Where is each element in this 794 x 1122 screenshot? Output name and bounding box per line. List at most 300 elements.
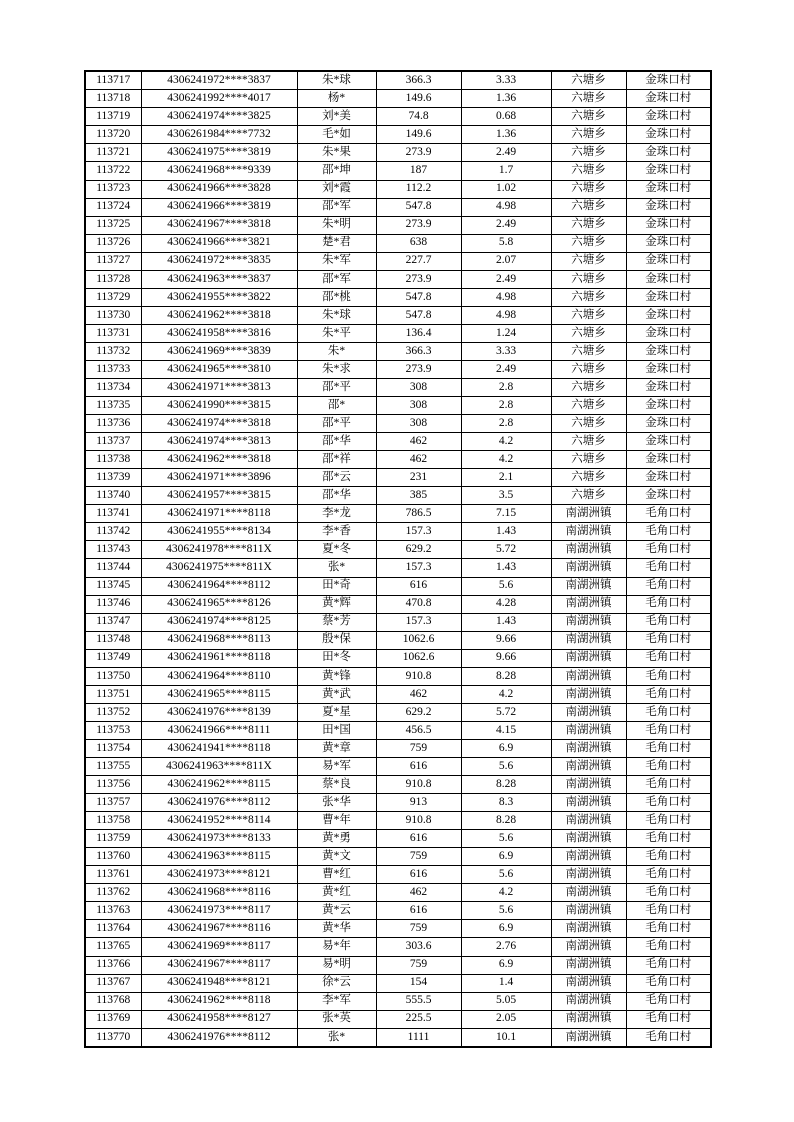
amount-cell: 1062.6 [376, 649, 461, 667]
serial-number-cell: 113733 [85, 360, 141, 378]
serial-number-cell: 113752 [85, 703, 141, 721]
area-cell: 1.4 [461, 974, 551, 992]
table-row [85, 992, 711, 1010]
area-cell: 4.28 [461, 595, 551, 613]
township-cell: 六塘乡 [551, 162, 626, 180]
id-number-cell: 4306241975****3819 [141, 144, 297, 162]
serial-number-cell: 113741 [85, 505, 141, 523]
table-row [85, 739, 711, 757]
serial-number-cell: 113740 [85, 487, 141, 505]
village-cell: 毛角口村 [626, 685, 711, 703]
id-number-cell: 4306241969****3839 [141, 342, 297, 360]
name-cell: 黄*云 [297, 902, 376, 920]
serial-number-cell: 113717 [85, 71, 141, 90]
serial-number-cell: 113732 [85, 342, 141, 360]
id-number-cell: 4306241973****8117 [141, 902, 297, 920]
name-cell: 邵*军 [297, 270, 376, 288]
amount-cell: 74.8 [376, 108, 461, 126]
table-row [85, 397, 711, 415]
id-number-cell: 4306241952****8114 [141, 812, 297, 830]
id-number-cell: 4306241962****8118 [141, 992, 297, 1010]
id-number-cell: 4306241963****811X [141, 758, 297, 776]
amount-cell: 759 [376, 920, 461, 938]
table-row [85, 71, 711, 90]
area-cell: 2.8 [461, 379, 551, 397]
name-cell: 朱*明 [297, 216, 376, 234]
village-cell: 毛角口村 [626, 649, 711, 667]
village-cell: 金珠口村 [626, 288, 711, 306]
serial-number-cell: 113763 [85, 902, 141, 920]
id-number-cell: 4306241962****3818 [141, 451, 297, 469]
name-cell: 毛*如 [297, 126, 376, 144]
amount-cell: 555.5 [376, 992, 461, 1010]
id-number-cell: 4306241966****8111 [141, 721, 297, 739]
id-number-cell: 4306241966****3821 [141, 234, 297, 252]
area-cell: 9.66 [461, 649, 551, 667]
township-cell: 南湖洲镇 [551, 920, 626, 938]
table-row [85, 541, 711, 559]
village-cell: 金珠口村 [626, 234, 711, 252]
village-cell: 毛角口村 [626, 1028, 711, 1047]
village-cell: 金珠口村 [626, 342, 711, 360]
village-cell: 金珠口村 [626, 216, 711, 234]
subsidy-table [84, 70, 712, 1048]
name-cell: 朱*平 [297, 324, 376, 342]
serial-number-cell: 113754 [85, 739, 141, 757]
area-cell: 1.43 [461, 523, 551, 541]
township-cell: 六塘乡 [551, 397, 626, 415]
serial-number-cell: 113751 [85, 685, 141, 703]
name-cell: 易*明 [297, 956, 376, 974]
serial-number-cell: 113759 [85, 830, 141, 848]
amount-cell: 786.5 [376, 505, 461, 523]
area-cell: 5.05 [461, 992, 551, 1010]
township-cell: 六塘乡 [551, 252, 626, 270]
village-cell: 毛角口村 [626, 848, 711, 866]
township-cell: 六塘乡 [551, 306, 626, 324]
township-cell: 南湖洲镇 [551, 523, 626, 541]
table-row [85, 270, 711, 288]
serial-number-cell: 113730 [85, 306, 141, 324]
area-cell: 1.24 [461, 324, 551, 342]
amount-cell: 616 [376, 830, 461, 848]
village-cell: 金珠口村 [626, 144, 711, 162]
amount-cell: 638 [376, 234, 461, 252]
table-body [85, 71, 711, 1047]
table-row [85, 577, 711, 595]
township-cell: 南湖洲镇 [551, 776, 626, 794]
name-cell: 刘*霞 [297, 180, 376, 198]
area-cell: 1.36 [461, 90, 551, 108]
township-cell: 六塘乡 [551, 90, 626, 108]
serial-number-cell: 113768 [85, 992, 141, 1010]
id-number-cell: 4306241941****8118 [141, 739, 297, 757]
area-cell: 2.07 [461, 252, 551, 270]
area-cell: 4.15 [461, 721, 551, 739]
area-cell: 4.2 [461, 884, 551, 902]
township-cell: 南湖洲镇 [551, 649, 626, 667]
name-cell: 朱*球 [297, 306, 376, 324]
township-cell: 六塘乡 [551, 324, 626, 342]
table-row [85, 415, 711, 433]
township-cell: 南湖洲镇 [551, 721, 626, 739]
id-number-cell: 4306241974****8125 [141, 613, 297, 631]
village-cell: 金珠口村 [626, 487, 711, 505]
id-number-cell: 4306241963****8115 [141, 848, 297, 866]
area-cell: 8.28 [461, 667, 551, 685]
amount-cell: 273.9 [376, 216, 461, 234]
amount-cell: 308 [376, 379, 461, 397]
area-cell: 0.68 [461, 108, 551, 126]
amount-cell: 629.2 [376, 703, 461, 721]
id-number-cell: 4306241955****3822 [141, 288, 297, 306]
township-cell: 六塘乡 [551, 415, 626, 433]
serial-number-cell: 113743 [85, 541, 141, 559]
name-cell: 朱*求 [297, 360, 376, 378]
area-cell: 4.2 [461, 451, 551, 469]
name-cell: 田*国 [297, 721, 376, 739]
id-number-cell: 4306241964****8110 [141, 667, 297, 685]
area-cell: 8.28 [461, 812, 551, 830]
township-cell: 南湖洲镇 [551, 866, 626, 884]
township-cell: 南湖洲镇 [551, 902, 626, 920]
village-cell: 金珠口村 [626, 270, 711, 288]
name-cell: 易*年 [297, 938, 376, 956]
name-cell: 夏*冬 [297, 541, 376, 559]
amount-cell: 366.3 [376, 342, 461, 360]
amount-cell: 470.8 [376, 595, 461, 613]
area-cell: 4.2 [461, 433, 551, 451]
name-cell: 邵*华 [297, 433, 376, 451]
name-cell: 田*奇 [297, 577, 376, 595]
village-cell: 毛角口村 [626, 830, 711, 848]
table-row [85, 974, 711, 992]
table-row [85, 90, 711, 108]
village-cell: 金珠口村 [626, 379, 711, 397]
area-cell: 2.76 [461, 938, 551, 956]
area-cell: 1.43 [461, 613, 551, 631]
area-cell: 5.72 [461, 541, 551, 559]
table-row [85, 469, 711, 487]
name-cell: 邵*平 [297, 415, 376, 433]
area-cell: 6.9 [461, 848, 551, 866]
serial-number-cell: 113722 [85, 162, 141, 180]
table-row [85, 848, 711, 866]
amount-cell: 149.6 [376, 126, 461, 144]
township-cell: 南湖洲镇 [551, 830, 626, 848]
township-cell: 南湖洲镇 [551, 992, 626, 1010]
village-cell: 毛角口村 [626, 776, 711, 794]
name-cell: 杨* [297, 90, 376, 108]
table-row [85, 180, 711, 198]
id-number-cell: 4306241965****8115 [141, 685, 297, 703]
amount-cell: 308 [376, 415, 461, 433]
id-number-cell: 4306241968****9339 [141, 162, 297, 180]
name-cell: 邵*坤 [297, 162, 376, 180]
amount-cell: 547.8 [376, 306, 461, 324]
area-cell: 2.49 [461, 144, 551, 162]
serial-number-cell: 113728 [85, 270, 141, 288]
township-cell: 南湖洲镇 [551, 703, 626, 721]
amount-cell: 462 [376, 433, 461, 451]
village-cell: 金珠口村 [626, 198, 711, 216]
amount-cell: 303.6 [376, 938, 461, 956]
village-cell: 毛角口村 [626, 866, 711, 884]
village-cell: 毛角口村 [626, 739, 711, 757]
id-number-cell: 4306241962****8115 [141, 776, 297, 794]
table-row [85, 776, 711, 794]
serial-number-cell: 113726 [85, 234, 141, 252]
table-row [85, 1028, 711, 1047]
table-row [85, 667, 711, 685]
serial-number-cell: 113734 [85, 379, 141, 397]
serial-number-cell: 113757 [85, 794, 141, 812]
table-row [85, 108, 711, 126]
village-cell: 毛角口村 [626, 631, 711, 649]
township-cell: 南湖洲镇 [551, 631, 626, 649]
area-cell: 1.43 [461, 559, 551, 577]
id-number-cell: 4306241973****8133 [141, 830, 297, 848]
table-row [85, 902, 711, 920]
name-cell: 邵*平 [297, 379, 376, 397]
serial-number-cell: 113718 [85, 90, 141, 108]
village-cell: 毛角口村 [626, 613, 711, 631]
amount-cell: 462 [376, 685, 461, 703]
table-row [85, 938, 711, 956]
area-cell: 2.8 [461, 397, 551, 415]
table-row [85, 126, 711, 144]
township-cell: 南湖洲镇 [551, 956, 626, 974]
area-cell: 8.28 [461, 776, 551, 794]
serial-number-cell: 113753 [85, 721, 141, 739]
id-number-cell: 4306241948****8121 [141, 974, 297, 992]
area-cell: 4.98 [461, 198, 551, 216]
serial-number-cell: 113764 [85, 920, 141, 938]
name-cell: 邵*桃 [297, 288, 376, 306]
township-cell: 六塘乡 [551, 198, 626, 216]
table-row [85, 252, 711, 270]
township-cell: 南湖洲镇 [551, 541, 626, 559]
village-cell: 毛角口村 [626, 1010, 711, 1028]
id-number-cell: 4306241968****8116 [141, 884, 297, 902]
table-row [85, 758, 711, 776]
id-number-cell: 4306241976****8112 [141, 794, 297, 812]
village-cell: 毛角口村 [626, 956, 711, 974]
name-cell: 黄*辉 [297, 595, 376, 613]
township-cell: 六塘乡 [551, 342, 626, 360]
village-cell: 金珠口村 [626, 71, 711, 90]
township-cell: 六塘乡 [551, 234, 626, 252]
table-row [85, 162, 711, 180]
village-cell: 金珠口村 [626, 451, 711, 469]
area-cell: 5.72 [461, 703, 551, 721]
amount-cell: 308 [376, 397, 461, 415]
serial-number-cell: 113748 [85, 631, 141, 649]
township-cell: 南湖洲镇 [551, 848, 626, 866]
township-cell: 南湖洲镇 [551, 739, 626, 757]
serial-number-cell: 113744 [85, 559, 141, 577]
name-cell: 朱*球 [297, 71, 376, 90]
amount-cell: 112.2 [376, 180, 461, 198]
id-number-cell: 4306241978****811X [141, 541, 297, 559]
name-cell: 黄*章 [297, 739, 376, 757]
village-cell: 金珠口村 [626, 433, 711, 451]
table-row [85, 360, 711, 378]
amount-cell: 225.5 [376, 1010, 461, 1028]
serial-number-cell: 113742 [85, 523, 141, 541]
amount-cell: 759 [376, 956, 461, 974]
village-cell: 金珠口村 [626, 306, 711, 324]
serial-number-cell: 113765 [85, 938, 141, 956]
township-cell: 六塘乡 [551, 360, 626, 378]
serial-number-cell: 113762 [85, 884, 141, 902]
village-cell: 金珠口村 [626, 126, 711, 144]
name-cell: 朱* [297, 342, 376, 360]
amount-cell: 910.8 [376, 776, 461, 794]
amount-cell: 629.2 [376, 541, 461, 559]
area-cell: 1.36 [461, 126, 551, 144]
serial-number-cell: 113738 [85, 451, 141, 469]
id-number-cell: 4306241958****3816 [141, 324, 297, 342]
serial-number-cell: 113720 [85, 126, 141, 144]
township-cell: 南湖洲镇 [551, 938, 626, 956]
village-cell: 金珠口村 [626, 252, 711, 270]
area-cell: 8.3 [461, 794, 551, 812]
id-number-cell: 4306241968****8113 [141, 631, 297, 649]
id-number-cell: 4306241964****8112 [141, 577, 297, 595]
id-number-cell: 4306241974****3813 [141, 433, 297, 451]
township-cell: 六塘乡 [551, 288, 626, 306]
area-cell: 6.9 [461, 739, 551, 757]
serial-number-cell: 113739 [85, 469, 141, 487]
village-cell: 金珠口村 [626, 162, 711, 180]
area-cell: 6.9 [461, 920, 551, 938]
id-number-cell: 4306241966****3819 [141, 198, 297, 216]
amount-cell: 154 [376, 974, 461, 992]
serial-number-cell: 113766 [85, 956, 141, 974]
village-cell: 金珠口村 [626, 90, 711, 108]
serial-number-cell: 113746 [85, 595, 141, 613]
name-cell: 蔡*芳 [297, 613, 376, 631]
table-row [85, 487, 711, 505]
table-row [85, 830, 711, 848]
name-cell: 曹*年 [297, 812, 376, 830]
village-cell: 毛角口村 [626, 938, 711, 956]
village-cell: 毛角口村 [626, 920, 711, 938]
township-cell: 六塘乡 [551, 270, 626, 288]
table-row [85, 613, 711, 631]
village-cell: 金珠口村 [626, 324, 711, 342]
id-number-cell: 4306241958****8127 [141, 1010, 297, 1028]
township-cell: 南湖洲镇 [551, 685, 626, 703]
table-row [85, 324, 711, 342]
id-number-cell: 4306241965****8126 [141, 595, 297, 613]
amount-cell: 385 [376, 487, 461, 505]
name-cell: 黄*红 [297, 884, 376, 902]
township-cell: 六塘乡 [551, 71, 626, 90]
table-row [85, 649, 711, 667]
amount-cell: 273.9 [376, 360, 461, 378]
serial-number-cell: 113760 [85, 848, 141, 866]
village-cell: 金珠口村 [626, 415, 711, 433]
area-cell: 5.6 [461, 902, 551, 920]
township-cell: 六塘乡 [551, 487, 626, 505]
township-cell: 南湖洲镇 [551, 595, 626, 613]
amount-cell: 910.8 [376, 812, 461, 830]
id-number-cell: 4306261984****7732 [141, 126, 297, 144]
table-row [85, 595, 711, 613]
township-cell: 六塘乡 [551, 144, 626, 162]
amount-cell: 1111 [376, 1028, 461, 1047]
name-cell: 黄*华 [297, 920, 376, 938]
area-cell: 5.6 [461, 577, 551, 595]
id-number-cell: 4306241976****8139 [141, 703, 297, 721]
table-row [85, 631, 711, 649]
table-row [85, 342, 711, 360]
serial-number-cell: 113756 [85, 776, 141, 794]
name-cell: 蔡*良 [297, 776, 376, 794]
id-number-cell: 4306241967****8116 [141, 920, 297, 938]
serial-number-cell: 113755 [85, 758, 141, 776]
id-number-cell: 4306241972****3837 [141, 71, 297, 90]
id-number-cell: 4306241975****811X [141, 559, 297, 577]
id-number-cell: 4306241972****3835 [141, 252, 297, 270]
amount-cell: 366.3 [376, 71, 461, 90]
table-row [85, 559, 711, 577]
id-number-cell: 4306241963****3837 [141, 270, 297, 288]
name-cell: 黄*勇 [297, 830, 376, 848]
area-cell: 10.1 [461, 1028, 551, 1047]
table-row [85, 956, 711, 974]
township-cell: 南湖洲镇 [551, 559, 626, 577]
area-cell: 3.5 [461, 487, 551, 505]
id-number-cell: 4306241957****3815 [141, 487, 297, 505]
village-cell: 金珠口村 [626, 360, 711, 378]
amount-cell: 157.3 [376, 523, 461, 541]
id-number-cell: 4306241967****8117 [141, 956, 297, 974]
township-cell: 六塘乡 [551, 433, 626, 451]
amount-cell: 157.3 [376, 613, 461, 631]
table-row [85, 433, 711, 451]
amount-cell: 759 [376, 848, 461, 866]
village-cell: 毛角口村 [626, 667, 711, 685]
amount-cell: 462 [376, 884, 461, 902]
township-cell: 南湖洲镇 [551, 1028, 626, 1047]
village-cell: 毛角口村 [626, 974, 711, 992]
id-number-cell: 4306241961****8118 [141, 649, 297, 667]
name-cell: 刘*美 [297, 108, 376, 126]
township-cell: 六塘乡 [551, 180, 626, 198]
area-cell: 2.8 [461, 415, 551, 433]
village-cell: 毛角口村 [626, 794, 711, 812]
amount-cell: 227.7 [376, 252, 461, 270]
name-cell: 田*冬 [297, 649, 376, 667]
township-cell: 南湖洲镇 [551, 974, 626, 992]
amount-cell: 462 [376, 451, 461, 469]
name-cell: 李*军 [297, 992, 376, 1010]
village-cell: 毛角口村 [626, 595, 711, 613]
area-cell: 1.7 [461, 162, 551, 180]
serial-number-cell: 113750 [85, 667, 141, 685]
name-cell: 张*英 [297, 1010, 376, 1028]
area-cell: 4.2 [461, 685, 551, 703]
township-cell: 南湖洲镇 [551, 577, 626, 595]
id-number-cell: 4306241971****3813 [141, 379, 297, 397]
name-cell: 黄*文 [297, 848, 376, 866]
name-cell: 张*华 [297, 794, 376, 812]
id-number-cell: 4306241976****8112 [141, 1028, 297, 1047]
serial-number-cell: 113767 [85, 974, 141, 992]
